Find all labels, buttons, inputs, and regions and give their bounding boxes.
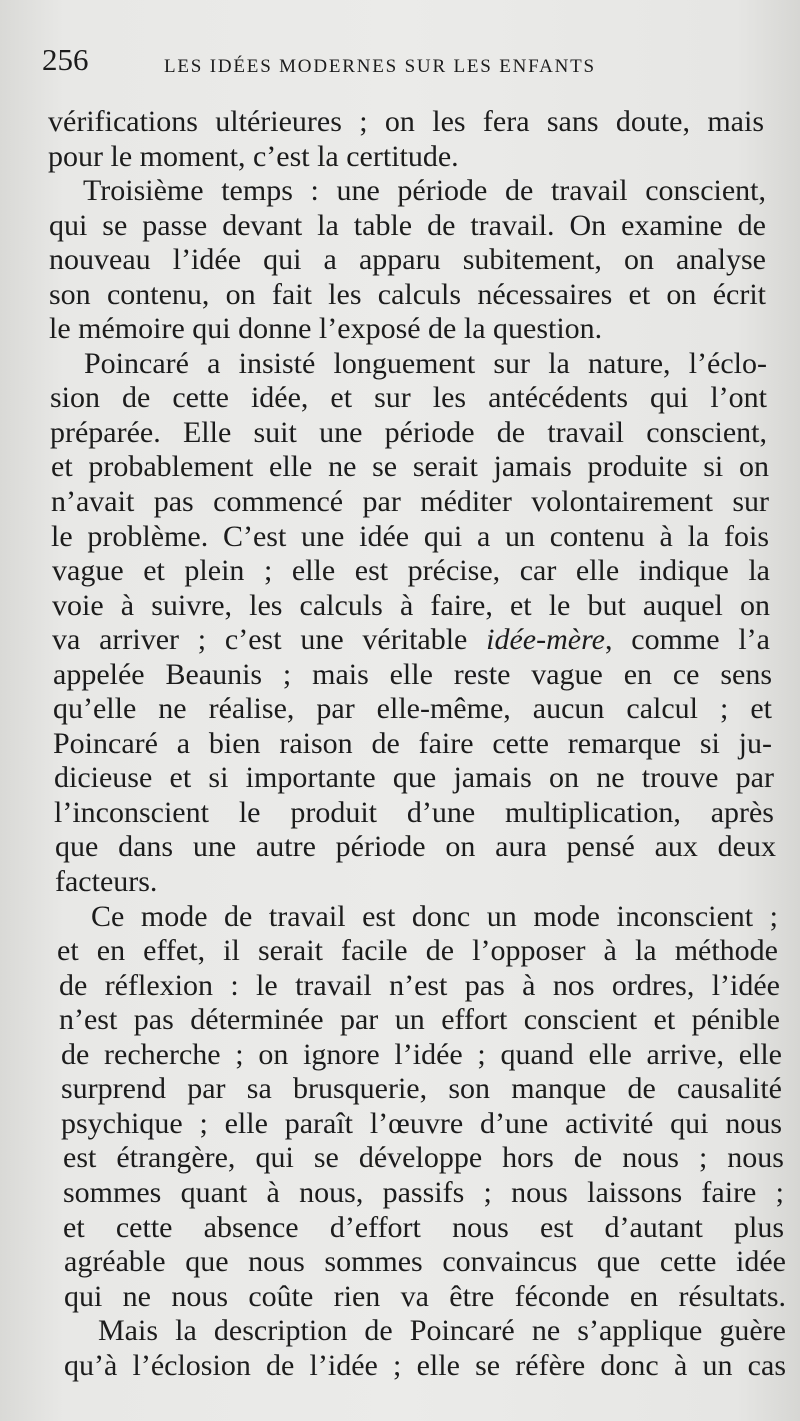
text-line: appelée Beaunis ; mais elle reste vague en ce sens xyxy=(53,657,772,691)
text-line: est étrangère, qui se développe hors de nous ; nous xyxy=(63,1141,784,1175)
running-head xyxy=(42,42,760,82)
text-line: et en effet, il serait facile de l’opposer à la méthode xyxy=(57,934,778,968)
text-line: vague et plein ; elle est précise, car elle indique la xyxy=(52,554,770,588)
text-line: le problème. C’est une idée qui a un contenu à la fois xyxy=(51,519,769,553)
text-line: et cette absence d’effort nous est d’autant plus xyxy=(63,1210,784,1244)
text-segment: va arriver ; c’est une véritable xyxy=(52,623,468,657)
text-line: sion de cette idée, et sur les antécédents qui l’ont xyxy=(50,381,767,415)
text-line: que dans une autre période on aura pensé aux deux xyxy=(55,830,776,864)
text-line: Troisième temps : une période de travail conscient, xyxy=(83,174,766,208)
text-line: dicieuse et si importante que jamais on ne trouve par xyxy=(54,761,774,795)
text-line: Poincaré a bien raison de faire cette remarque si ju- xyxy=(53,726,772,760)
running-title: LES IDÉES MODERNES SUR LES ENFANTS xyxy=(164,56,596,77)
text-line: nouveau l’idée qui a apparu subitement, on analyse xyxy=(49,243,766,277)
text-line: préparée. Elle suit une période de travail conscient, xyxy=(50,415,767,449)
text-line-with-italic xyxy=(0,623,800,658)
text-line: de recherche ; on ignore l’idée ; quand elle arrive, elle xyxy=(61,1037,782,1071)
text-segment: , comme l’a xyxy=(604,623,770,657)
text-line: le mémoire qui donne l’exposé de la question. xyxy=(49,312,603,346)
text-line: pour le moment, c’est la certitude. xyxy=(48,139,459,173)
text-line: son contenu, on fait les calculs nécessaires et on écrit xyxy=(49,277,766,311)
text-line: vérifications ultérieures ; on les fera sans doute, mais xyxy=(48,105,764,138)
text-line: facteurs. xyxy=(55,865,158,899)
text-line: qu’à l’éclosion de l’idée ; elle se réfère donc à un cas xyxy=(64,1348,786,1382)
text-line: Poincaré a insisté longuement sur la nature, l’éclo- xyxy=(84,346,767,380)
text-line: l’inconscient le produit d’une multiplication, après xyxy=(54,795,774,829)
text-line: Mais la description de Poincaré ne s’applique guère xyxy=(98,1314,786,1348)
text-line: Ce mode de travail est donc un mode inconscient ; xyxy=(91,899,778,933)
text-line: qui ne nous coûte rien va être féconde en résultats. xyxy=(64,1279,786,1313)
text-line: n’avait pas commencé par méditer volontairement sur xyxy=(51,485,769,519)
text-line: n’est pas déterminée par un effort conscient et pénible xyxy=(59,1003,780,1037)
text-line: psychique ; elle paraît l’œuvre d’une activité qui nous xyxy=(61,1106,782,1140)
text-line: surprend par sa brusquerie, son manque de causalité xyxy=(61,1072,782,1106)
text-line: et probablement elle ne se serait jamais produite si on xyxy=(51,450,769,484)
text-line: de réflexion : le travail n’est pas à nos ordres, l’idée xyxy=(59,968,780,1002)
text-line: qu’elle ne réalise, par elle-même, aucun calcul ; et xyxy=(53,692,772,726)
text-line: qui se passe devant la table de travail. On examine de xyxy=(49,208,766,242)
text-line: sommes quant à nous, passifs ; nous laissons faire ; xyxy=(63,1175,784,1209)
body-text xyxy=(0,105,800,1383)
text-line: agréable que nous sommes convaincus que cette idée xyxy=(64,1245,786,1279)
page-number: 256 xyxy=(42,42,89,77)
italic-term: idée-mère xyxy=(486,623,605,657)
text-line: voie à suivre, les calculs à faire, et le but auquel on xyxy=(52,588,770,622)
